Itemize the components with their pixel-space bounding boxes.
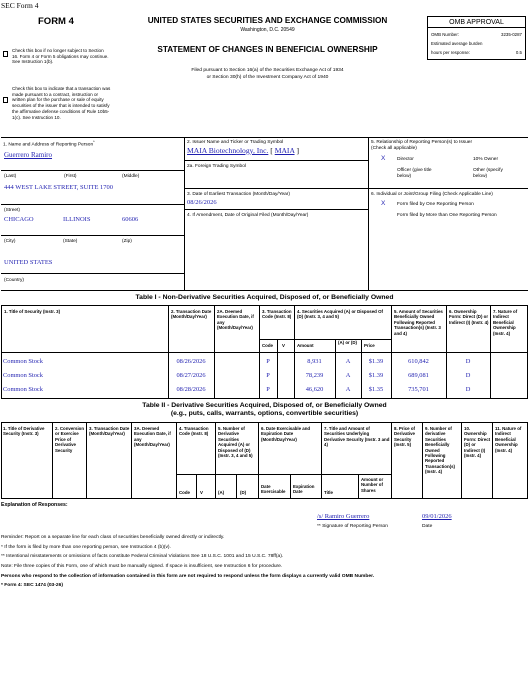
t2-col-date: 3. Transaction Date (Month/Day/Year) <box>89 426 130 437</box>
t2-col-nature: 11. Nature of Indirect Beneficial Ownership (Instr. 4) <box>495 426 522 453</box>
t2-col-price: 8. Price of Derivative Security (Instr. 5) <box>394 426 415 448</box>
box3-label: 3. Date of Earliest Transaction (Month/Day/Year) <box>187 192 291 197</box>
reporting-person-name[interactable]: Guerrero Ramiro <box>4 151 53 159</box>
row2-aord: A <box>345 372 351 379</box>
omb-burden-label-1: Estimated average burden <box>431 41 483 46</box>
row2-price: $1.39 <box>368 372 384 379</box>
t1-sub-code: Code <box>262 343 273 348</box>
t1-sub-amount: Amount <box>297 343 314 348</box>
row2-form: D <box>465 372 471 379</box>
t1-col-nature: 7. Nature of Indirect Beneficial Ownership (Instr. 4) <box>493 309 518 336</box>
footnote-2: ** Intentional misstatements or omissions of facts constitute Federal Criminal Violations See 18 U.S.C. 1001 and 15 U.S.C. 78ff(a). <box>1 554 284 559</box>
city-value: CHICAGO <box>4 216 34 223</box>
t2-sub-a: (A) <box>218 490 225 495</box>
t2-sub-amount-shares: Amount or Number of Shares <box>361 477 384 493</box>
t1-col-code: 3. Transaction Code (Instr. 8) <box>262 309 292 320</box>
row1-owned: 610,842 <box>408 358 429 365</box>
t1-col-owned: 5. Amount of Securities Beneficially Owned Following Reported Transaction(s) (Instr. 3 and 4) <box>394 309 443 336</box>
t2-col-form: 10. Ownership Form: Direct (D) or Indirect (I) (Instr. 4) <box>464 426 491 458</box>
earliest-transaction-date: 08/26/2026 <box>187 199 217 206</box>
issuer-name-link[interactable]: MAIA Biotechnology, Inc. <box>187 146 269 155</box>
ten-percent-owner-label: 10% Owner <box>473 157 499 162</box>
row3-code: P <box>266 386 270 393</box>
t2-col-code: 4. Transaction Code (Instr. 8) <box>179 426 209 437</box>
t2-col-deemed: 3A. Deemed Execution Date, if any (Month/Day/Year) <box>134 426 171 448</box>
row2-date: 08/27/2026 <box>176 372 206 379</box>
state-value: ILLINOIS <box>63 216 91 223</box>
t1-sub-v: V <box>282 343 285 348</box>
row1-form: D <box>465 358 471 365</box>
ticker-link[interactable]: MAIA <box>274 146 295 155</box>
omb-number-value: 3235-0287 <box>501 32 522 37</box>
row1-title: Common Stock <box>3 358 43 365</box>
box5-label-2: (Check all applicable) <box>371 146 417 151</box>
window-title: SEC Form 4 <box>1 1 39 10</box>
t1-sub-price: Price <box>364 343 375 348</box>
rule10b51-note: Check this box to indicate that a transaction was made pursuant to a contract, instruction or written plan for the purchase or sale of equity securities of the issuer that is intended to satisfy the affirmative defense conditions of Rule 10b5-1(c). See Instruction 10. <box>12 86 111 120</box>
t2-sub-title: Title <box>324 490 333 495</box>
omb-approval-box <box>427 16 526 60</box>
row1-aord: A <box>345 358 351 365</box>
street-label: (Street) <box>4 208 20 213</box>
section16-checkbox[interactable] <box>3 51 8 57</box>
t1-col-deemed: 2A. Deemed Execution Date, if any (Month/Day/Year) <box>217 309 254 331</box>
row3-title: Common Stock <box>3 386 43 393</box>
signature-date: 09/01/2026 <box>422 513 452 520</box>
t2-col-exercisable: 6. Date Exercisable and Expiration Date (Month/Day/Year) <box>261 426 311 442</box>
section16-note: Check this box if no longer subject to Section 16. Form 4 or Form 5 obligations may continue. See Instruction 1(b). <box>12 48 109 65</box>
table1-title: Table I - Non-Derivative Securities Acquired, Disposed of, or Beneficially Owned <box>135 294 394 301</box>
t2-sub-d: (D) <box>240 490 247 495</box>
officer-label-1: Officer (give title <box>397 168 432 173</box>
box4-label: 4. If Amendment, Date of Original Filed (Month/Day/Year) <box>187 213 309 218</box>
box5-label-1: 5. Relationship of Reporting Person(s) to Issuer <box>371 140 473 145</box>
row3-date: 08/28/2026 <box>176 386 206 393</box>
t2-col-underlying: 7. Title and Amount of Securities Underlying Derivative Security (Instr. 3 and 4) <box>324 426 390 448</box>
agency-location: Washington, D.C. 20549 <box>240 27 295 33</box>
one-person-label: Form filed by One Reporting Person <box>397 202 474 207</box>
t1-col-date: 2. Transaction Date (Month/Day/Year) <box>171 309 212 320</box>
t2-sub-expiration: Expiration Date <box>293 484 315 495</box>
row1-amount: 8,931 <box>307 358 322 365</box>
t2-sub-date-exercisable: Date Exercisable <box>261 484 286 495</box>
box6-label: 6. Individual or Joint/Group Filing (Check Applicable Line) <box>371 192 493 197</box>
form-label: FORM 4 <box>38 16 74 27</box>
director-label: Director <box>397 157 414 162</box>
explanation-heading: Explanation of Responses: <box>1 502 68 508</box>
city-label: (City) <box>4 239 16 244</box>
row3-amount: 46,620 <box>305 386 324 393</box>
t1-sub-aord: (A) or (D) <box>338 340 358 345</box>
row1-price: $1.39 <box>368 358 384 365</box>
agency-name: UNITED STATES SECURITIES AND EXCHANGE COMMISSION <box>147 16 388 25</box>
box2-label: 2. Issuer Name and Ticker or Trading Symbol <box>187 140 284 145</box>
row2-amount: 78,239 <box>305 372 324 379</box>
country-label: (Country) <box>4 278 24 283</box>
table2-title-2: (e.g., puts, calls, warrants, options, convertible securities) <box>170 410 359 417</box>
statement-title: STATEMENT OF CHANGES IN BENEFICIAL OWNERSHIP <box>157 45 378 54</box>
row1-code: P <box>266 358 270 365</box>
other-label-2: below) <box>473 174 488 179</box>
zip-label: (Zip) <box>122 239 132 244</box>
row2-owned: 689,081 <box>408 372 429 379</box>
footnote-3: Note: File three copies of this Form, one of which must be manually signed. If space is insufficient, see Instruction 6 for procedure. <box>1 564 283 569</box>
row2-code: P <box>266 372 270 379</box>
row3-price: $1.35 <box>368 386 384 393</box>
t2-sub-v: V <box>200 490 203 495</box>
row3-owned: 735,701 <box>408 386 429 393</box>
issuer-line: MAIA Biotechnology, Inc. [ MAIA ] <box>187 146 299 155</box>
row3-form: D <box>465 386 471 393</box>
last-label: (Last) <box>4 174 17 179</box>
more-persons-label: Form filed by More than One Reporting Person <box>397 213 497 218</box>
t2-col-owned: 9. Number of derivative Securities Beneficially Owned Following Reported Transaction(s) (Instr. 4) <box>425 426 456 474</box>
other-label-1: Other (specify <box>473 168 503 173</box>
footnote-1: * If the form is filed by more than one reporting person, see Instruction 4 (b)(v). <box>1 545 171 550</box>
table2-title-1: Table II - Derivative Securities Acquired, Disposed of, or Beneficially Owned <box>142 402 387 409</box>
filed-pursuant-1: Filed pursuant to Section 16(a) of the Securities Exchange Act of 1934 <box>191 68 344 73</box>
t2-col-number: 5. Number of Derivative Securities Acquired (A) or Disposed of (D) (Instr. 3, 4 and 5) <box>218 426 253 458</box>
director-check[interactable]: X <box>381 155 386 162</box>
box1-label: 1. Name and Address of Reporting Person* <box>3 139 95 148</box>
foreign-symbol-label: 2a. Foreign Trading Symbol <box>187 164 246 169</box>
footnote-4: Persons who respond to the collection of information contained in this form are not required to respond unless the form displays a currently valid OMB Number. <box>1 574 375 579</box>
omb-burden-value: 0.5 <box>515 50 522 55</box>
t2-col-title: 1. Title of Derivative Security (Instr. 3) <box>3 426 45 437</box>
signature-label: ** Signature of Reporting Person <box>317 524 388 529</box>
t1-col-acquired: 4. Securities Acquired (A) or Disposed Of (D) (Instr. 3, 4 and 5) <box>297 309 383 320</box>
country-value: UNITED STATES <box>4 259 53 266</box>
rule10b51-checkbox[interactable] <box>3 97 8 103</box>
zip-value: 60606 <box>122 216 139 223</box>
reminder-note: Reminder: Report on a separate line for each class of securities beneficially owned directly or indirectly. <box>1 535 225 540</box>
t2-sub-code: Code <box>179 490 190 495</box>
state-label: (State) <box>63 239 78 244</box>
first-label: (First) <box>64 174 77 179</box>
date-label: Date <box>422 524 433 529</box>
form-number: * Form 4: SEC 1474 (03-26) <box>1 583 63 588</box>
t1-col-title: 1. Title of Security (Instr. 3) <box>4 309 61 314</box>
t1-col-form: 6. Ownership Form: Direct (D) or Indirect (I) (Instr. 4) <box>449 309 489 325</box>
row2-title: Common Stock <box>3 372 43 379</box>
row1-date: 08/26/2026 <box>176 358 206 365</box>
omb-number-label: OMB Number: <box>431 32 460 37</box>
one-person-check[interactable]: X <box>381 200 386 207</box>
signature: /s/ Ramiro Guerrero <box>317 513 370 520</box>
row3-aord: A <box>345 386 351 393</box>
omb-burden-label-2: hours per response: <box>431 50 471 55</box>
middle-label: (Middle) <box>122 174 140 179</box>
t2-col-conversion: 2. Conversion or Exercise Price of Derivative Security <box>55 426 85 453</box>
officer-label-2: below) <box>397 174 412 179</box>
filed-pursuant-2: or Section 30(h) of the Investment Company Act of 1940 <box>206 75 329 80</box>
street-address: 444 WEST LAKE STREET, SUITE 1700 <box>4 184 114 191</box>
omb-title: OMB APPROVAL <box>428 17 525 28</box>
